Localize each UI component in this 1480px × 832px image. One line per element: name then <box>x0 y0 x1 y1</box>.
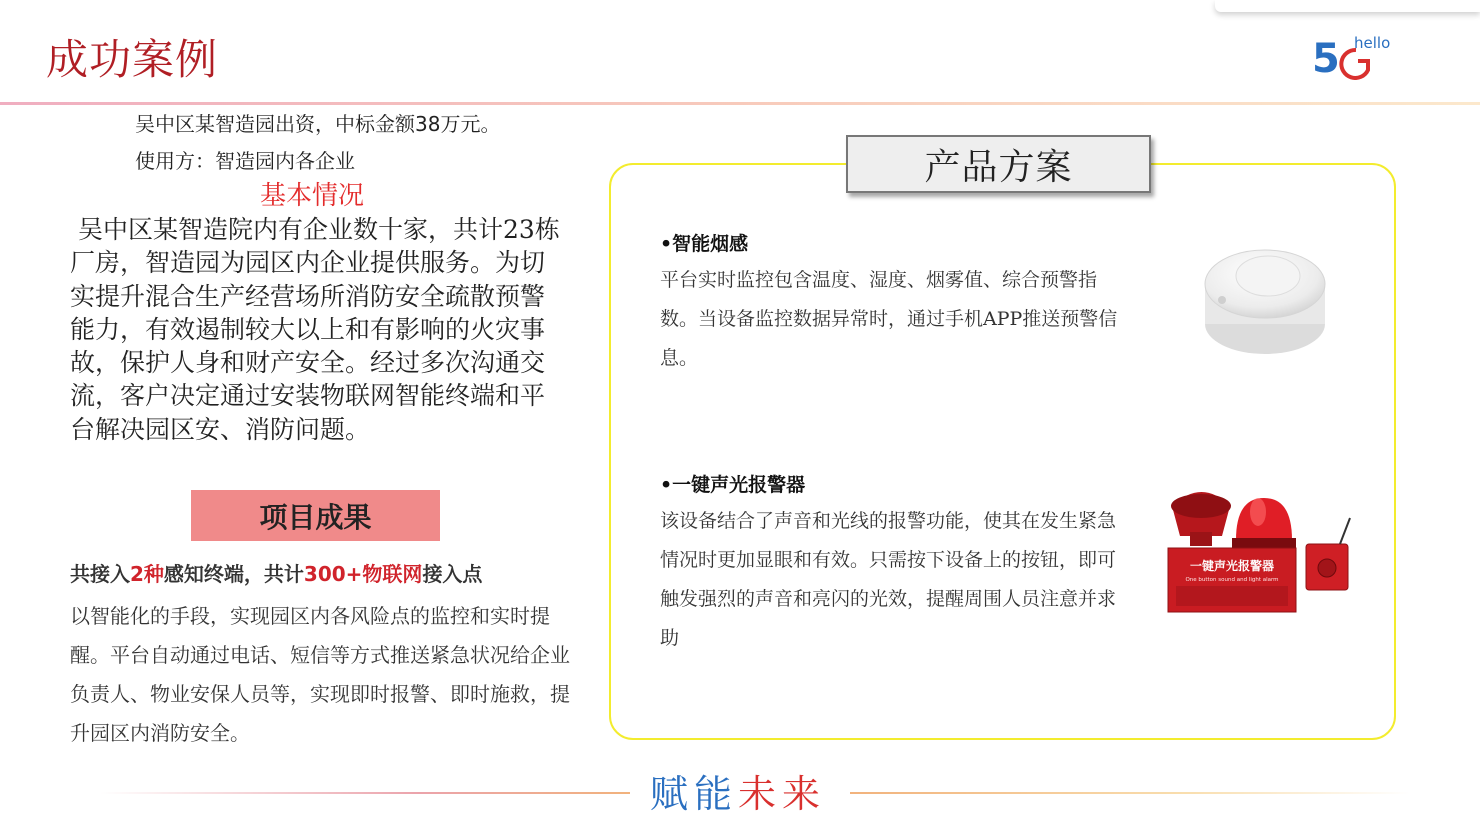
product-smoke-name: •智能烟感 <box>660 233 749 255</box>
product-alarm-name: •一键声光报警器 <box>660 474 806 496</box>
results-heading: 项目成果 <box>191 490 440 541</box>
results-summary <box>70 561 482 587</box>
logo-five: 5 <box>1312 36 1340 80</box>
footer-slogan-part2: 未来 <box>738 772 827 816</box>
footer-line-left <box>100 792 630 794</box>
5g-hello-logo <box>1312 28 1396 80</box>
intro-line-user: 使用方：智造园内各企业 <box>135 149 355 173</box>
smoke-detector-image <box>1200 240 1330 364</box>
sound-light-alarm-image <box>1162 478 1370 616</box>
logo-g-shape <box>1341 50 1368 78</box>
summary-text-3: 接入点 <box>422 562 483 586</box>
footer-slogan <box>650 772 826 816</box>
product-alarm-desc: 该设备结合了声音和光线的报警功能，使其在发生紧急情况时更加显眼和有效。只需按下设备上的按钮，即可触发强烈的声音和亮闪的光效，提醒周围人员注意并求助 <box>660 510 1117 649</box>
basic-heading: 基本情况 <box>260 181 365 211</box>
footer-slogan-part1: 赋能 <box>650 772 739 816</box>
product-panel-title: 产品方案 <box>846 135 1151 193</box>
alarm-box-label: 一键声光报警器 <box>1189 559 1275 573</box>
summary-text-2: 感知终端，共计 <box>163 562 304 586</box>
header-divider <box>0 102 1480 105</box>
intro-line-contract: 吴中区某智造园出资，中标金额38万元。 <box>135 112 501 136</box>
product-smoke-desc: 平台实时监控包含温度、湿度、烟雾值、综合预警指数。当设备监控数据异常时，通过手机APP推送预警信息。 <box>660 269 1118 369</box>
basic-body: 吴中区某智造院内有企业数十家，共计23栋厂房，智造园为园区内企业提供服务。为切实提升混合生产经营场所消防安全疏散预警能力，有效遏制较大以上和有影响的火灾事故，保护人身和财产安全。经过多次沟通交流，客户决定通过安装物联网智能终端和平台解决园区安、消防问题。 <box>70 215 560 444</box>
alarm-box-sublabel: One button sound and light alarm <box>1185 577 1279 583</box>
logo-hello: hello <box>1354 34 1391 52</box>
summary-highlight-1: 2种 <box>130 562 164 586</box>
page-title: 成功案例 <box>46 35 219 84</box>
corner-tab <box>1215 0 1480 12</box>
results-body: 以智能化的手段，实现园区内各风险点的监控和实时提醒。平台自动通过电话、短信等方式推送紧急状况给企业负责人、物业安保人员等，实现即时报警、即时施救，提升园区内消防安全。 <box>70 604 570 745</box>
summary-text-1: 共接入 <box>70 562 130 586</box>
footer-line-right <box>850 792 1410 794</box>
summary-highlight-2: 300+物联网 <box>303 562 423 586</box>
